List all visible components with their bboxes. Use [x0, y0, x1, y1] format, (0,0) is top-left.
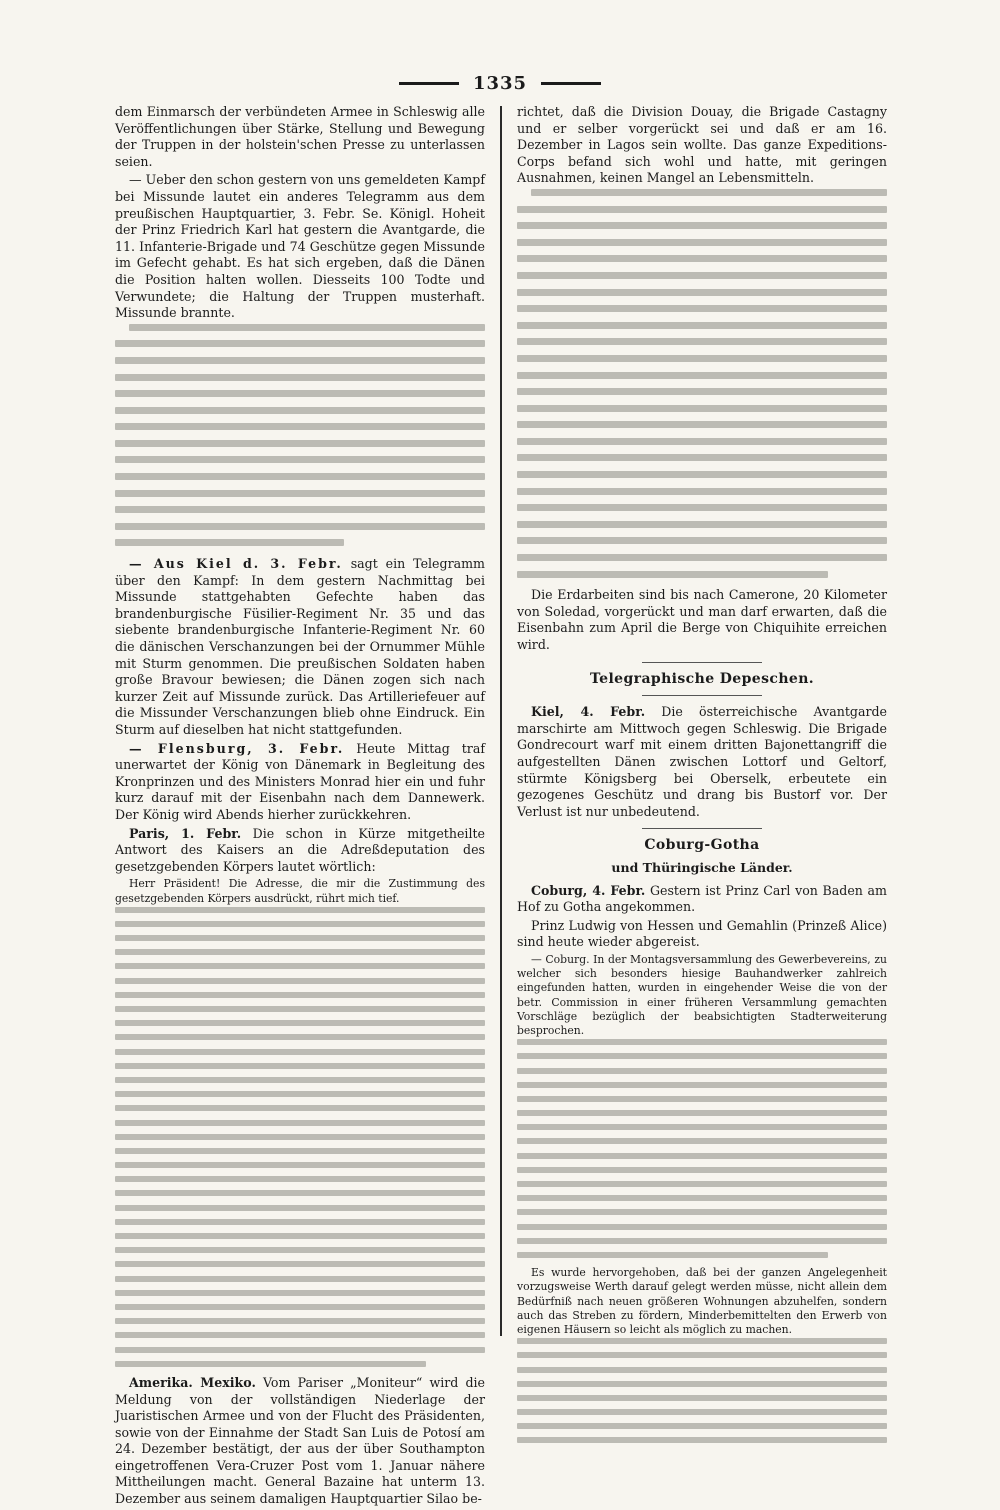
mexico-tail: Die Erdarbeiten sind bis nach Camerone, 20 Kilometer von Soledad, vorgerückt und man darf erwarten, daß die Eisenbahn zum April die Berge von Chiquihite erreichen wird. — [517, 587, 887, 652]
coburg-dateline: Coburg, 4. Febr. — [531, 882, 646, 898]
column-divider — [500, 106, 502, 1336]
kiel-dispatch-text: Die österreichische Avantgarde marschirte am Mittwoch gegen Schleswig. Die Brigade Gondrecourt warf mit einem dritten Bajonettangriff die aufgestellten Dänen zwischen Lottorf und Geltorf, stürmte Königsberg bei Oberselk, erbeutete ein gezogenes Geschütz und drang bis Bustorf vor. Der Verlust ist nur unbedeutend. — [517, 704, 888, 819]
section-rule — [642, 695, 762, 696]
coburg-gotha-heading: Coburg-Gotha — [644, 837, 760, 854]
gewerbeverein-opening: — Coburg. In der Montagsversammlung des Gewerbevereins, zu welcher sich besonders hiesige Bauhandwerker zahlreich eingefunden hatten, wurden in eingehender Weise die von der betr. Commission in einer früheren Versammlung gemachten Vorschläge bezüglich der beabsichtigten Stadterweiterung besprochen. — [517, 952, 887, 1037]
gewerbeverein-second: Es wurde hervorgehoben, daß bei der ganzen Angelegenheit vorzugsweise Werth darauf gelegt werden müsse, nicht allein dem Bedürfniß nach neuen größeren Wohnungen abzuhelfen, sondern auch das Streben zu fördern, Minderbemittelten den Erwerb von eigenen Häusern so leicht als möglich zu machen. — [517, 1266, 887, 1336]
mexico-body — [517, 189, 887, 578]
kiel-dateline: — Aus Kiel d. 3. Febr. — [129, 556, 343, 572]
left-column — [115, 104, 485, 1510]
header-rule-right — [541, 82, 601, 85]
paris-paragraph — [115, 826, 485, 876]
kiel-dispatch-dateline: Kiel, 4. Febr. — [531, 704, 646, 720]
paris-dateline: Paris, 1. Febr. — [129, 825, 242, 841]
amerika-dateline: Amerika. Mexiko. — [129, 1374, 256, 1390]
mexico-continued: richtet, daß die Division Douay, die Brigade Castagny und er selber vorgerückt sei und daß er am 16. Dezember in Lagos sein wollte. Das ganze Expeditions-Corps befand sich wohl und hatte, mit geringen Ausnahmen, keinen Mangel an Lebensmitteln. — [517, 104, 887, 186]
page-header — [0, 68, 1000, 98]
right-column — [517, 104, 887, 1510]
header-rule-left — [399, 82, 459, 85]
missunde-paragraph: — Ueber den schon gestern von uns gemeldeten Kampf bei Missunde lautet ein anderes Telegramm aus dem preußischen Hauptquartier, 3. Febr. Se. Königl. Hoheit der Prinz Friedrich Karl hat gestern die Avantgarde, die 11. Infanterie-Brigade und 74 Geschütze gegen Missunde im Gefecht gehabt. Es hat sich ergeben, daß die Dänen die Position halten wollen. Diesseits 100 Todte und Verwundete; die Haltung der Truppen musterhaft. Missunde brannte. — [115, 172, 485, 321]
page-number: 1335 — [472, 72, 528, 94]
kiel-dispatch — [517, 704, 887, 820]
amerika-paragraph — [115, 1375, 485, 1508]
two-column-layout — [115, 104, 890, 1507]
emperor-reply-body — [115, 907, 485, 1367]
telegraph-heading: Telegraphische Depeschen. — [589, 670, 815, 687]
kiel-paragraph — [115, 556, 485, 739]
gewerbeverein-tail — [517, 1338, 887, 1443]
intro-paragraph: dem Einmarsch der verbündeten Armee in Schleswig alle Veröffentlichungen über Stärke, Stellung und Bewegung der Truppen in der holstein'schen Presse zu unterlassen seien. — [115, 104, 485, 169]
flensburg-dateline: — Flensburg, 3. Febr. — [129, 740, 345, 756]
emperor-reply — [115, 877, 485, 1366]
gewerbeverein-report — [517, 953, 887, 1444]
section-rule — [642, 828, 762, 829]
amerika-text: Vom Pariser „Moniteur“ wird die Meldung von der vollständigen Niederlage der Juaristischen Armee und von der Flucht des Präsidenten, sowie von der Einnahme der Stadt San Luis de Potosí am 24. Dezember bestätigt, der aus der über Southampton eingetroffenen Vera-Cruzer Post vom 1. Januar nähere Mittheilungen macht. General Bazaine hat unterm 13. Dezember aus seinem damaligen Hauptquartier Silao be- — [115, 1374, 486, 1507]
flensburg-text: Heute Mittag traf unerwartet der König von Dänemark in Begleitung des Kronprinzen und des Ministers Monrad hier ein und fuhr kurz darauf mit der Eisenbahn nach dem Dannewerk. Der König wird Abends hierher zurückkehren. — [115, 740, 485, 822]
coburg-paragraph-2: Prinz Ludwig von Hessen und Gemahlin (Prinzeß Alice) sind heute wieder abgereist. — [517, 917, 887, 950]
coburg-text: Gestern ist Prinz Carl von Baden am Hof zu Gotha angekommen. — [517, 882, 887, 915]
coburg-gotha-subheading: und Thüringische Länder. — [611, 859, 793, 875]
section-rule — [642, 662, 762, 663]
nat-ztg-paragraph — [115, 324, 485, 547]
flensburg-paragraph — [115, 741, 485, 824]
gewerbeverein-body — [517, 1039, 887, 1258]
emperor-reply-opening: Herr Präsident! Die Adresse, die mir die Zustimmung des gesetzgebenden Körpers ausdrückt, rührt mich tief. — [115, 877, 485, 905]
paris-text: Die schon in Kürze mitgetheilte Antwort des Kaisers an die Adreßdeputation des gesetzgebenden Körpers lautet wörtlich: — [115, 825, 485, 874]
coburg-paragraph — [517, 883, 887, 916]
kiel-text: sagt ein Telegramm über den Kampf: In dem gestern Nachmittag bei Missunde stattgehabten Gefechte haben das brandenburgische Füsilier-Regiment Nr. 35 und das siebente brandenburgische Infanterie-Regiment Nr. 60 die dänischen Verschanzungen bei der Ornummer Mühle mit Sturm genommen. Die preußischen Soldaten haben große Bravour bewiesen; die Dänen zogen sich nach kurzer Zeit auf Missunde zurück. Das Artilleriefeuer auf die Missunder Verschanzungen blieb ohne Eindruck. Ein Sturm auf dieselben hat nicht stattgefunden. — [115, 556, 485, 737]
